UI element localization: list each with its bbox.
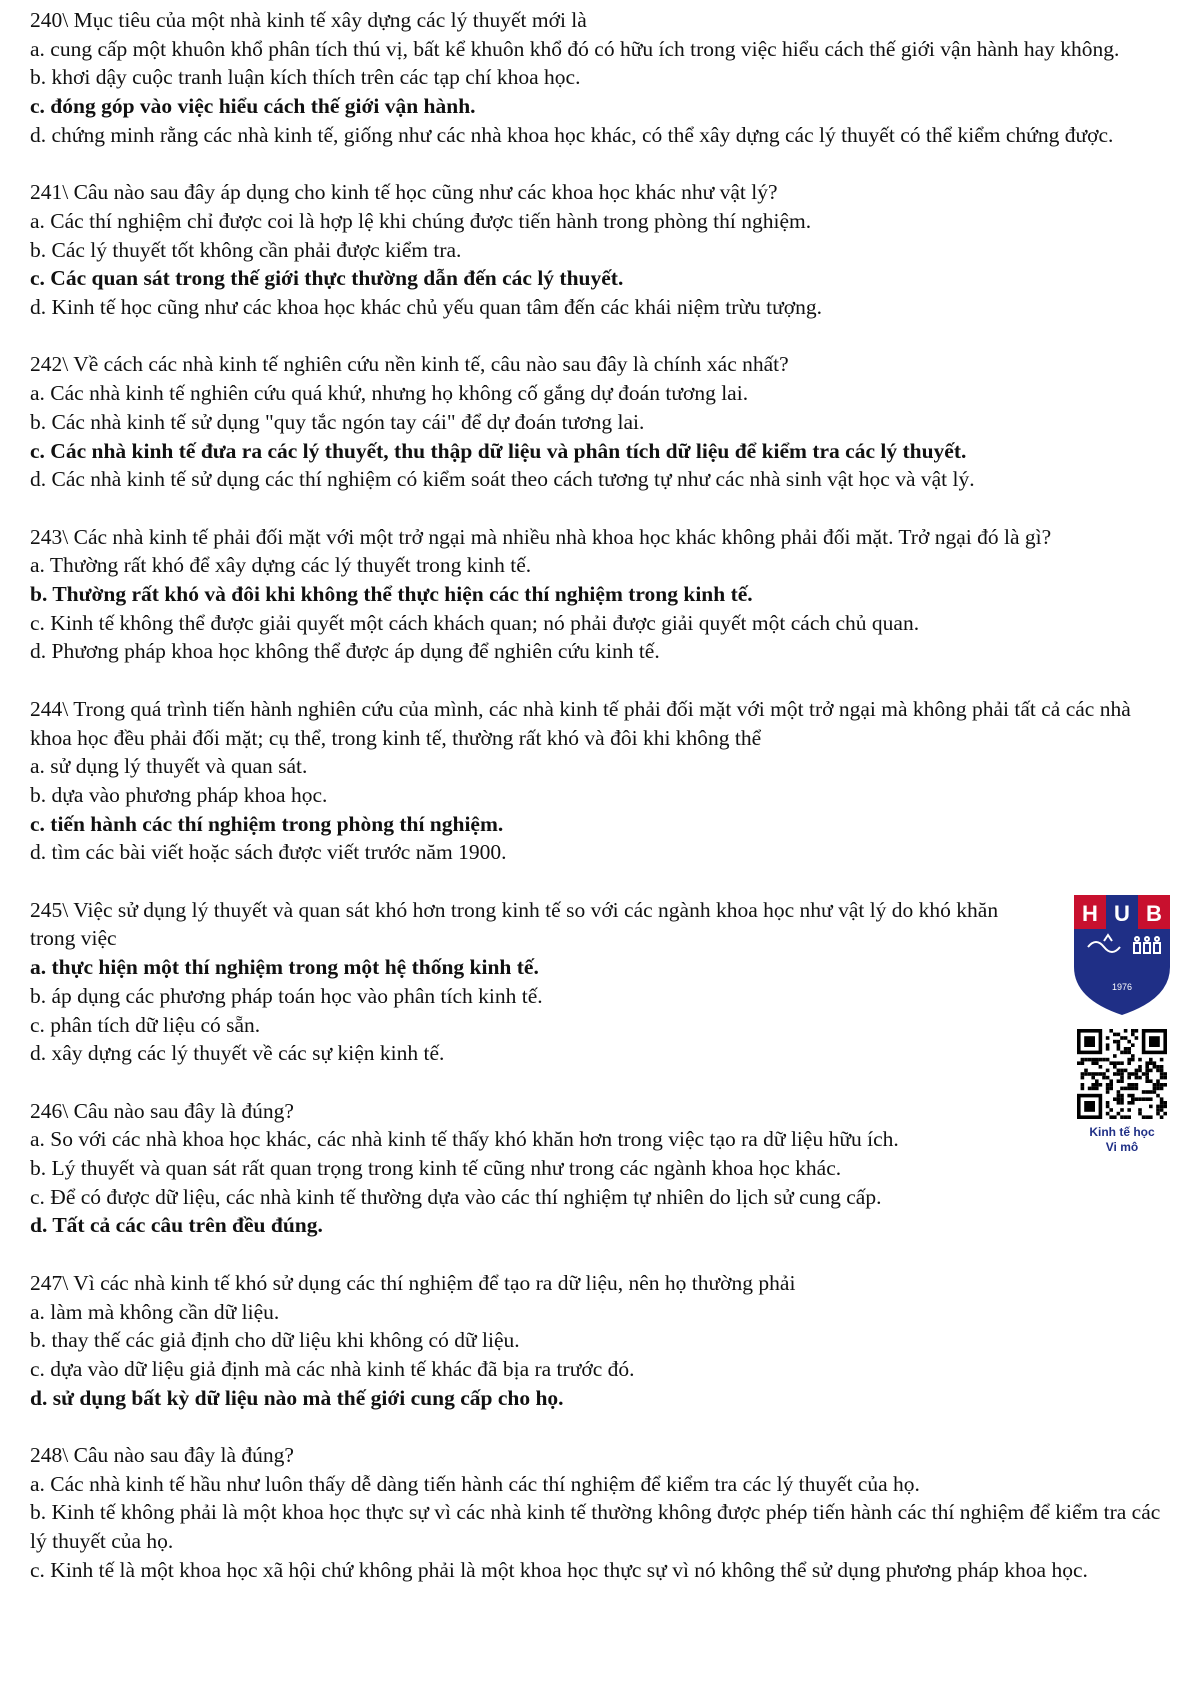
- question-block: [30, 350, 1170, 494]
- question-block: [30, 1441, 1170, 1585]
- answer-option: d. Các nhà kinh tế sử dụng các thí nghiệm có kiểm soát theo cách tương tự như các nhà sinh vật học và vật lý.: [30, 467, 975, 492]
- answer-option: d. Phương pháp khoa học không thể được áp dụng để nghiên cứu kinh tế.: [30, 639, 660, 664]
- logo-letter-h: H: [1082, 901, 1098, 926]
- question-block: [30, 1097, 1170, 1241]
- logo-caption-course: Vi mô: [1105, 1140, 1139, 1154]
- question-block: [30, 695, 1170, 867]
- answer-option: b. dựa vào phương pháp khoa học.: [30, 782, 328, 807]
- hub-logo-block: [1066, 895, 1178, 1155]
- answer-option: a. cung cấp một khuôn khổ phân tích thú vị, bất kể khuôn khổ đó có hữu ích trong việc hiểu cách thế giới vận hành hay không.: [30, 36, 1120, 61]
- answer-option-correct: c. tiến hành các thí nghiệm trong phòng thí nghiệm.: [30, 811, 504, 836]
- logo-caption-subject: Kinh tế học: [1089, 1125, 1155, 1139]
- answer-option: c. Kinh tế không thể được giải quyết một cách khách quan; nó phải được giải quyết một cách chủ quan.: [30, 610, 920, 635]
- question-stem: 247\ Vì các nhà kinh tế khó sử dụng các thí nghiệm để tạo ra dữ liệu, nên họ thường phải: [30, 1270, 796, 1295]
- question-stem: 244\ Trong quá trình tiến hành nghiên cứu của mình, các nhà kinh tế phải đối mặt với một trở ngại mà không phải tất cả các nhà khoa học đều phải đối mặt; cụ thể, trong kinh tế, thường rất khó và đôi khi không thể: [30, 696, 1131, 750]
- question-block: [30, 523, 1170, 667]
- answer-option: a. Các thí nghiệm chỉ được coi là hợp lệ khi chúng được tiến hành trong phòng thí nghiệm.: [30, 208, 812, 233]
- answer-option: d. tìm các bài viết hoặc sách được viết trước năm 1900.: [30, 840, 507, 865]
- answer-option: a. làm mà không cần dữ liệu.: [30, 1299, 280, 1324]
- answer-option: a. So với các nhà khoa học khác, các nhà kinh tế thấy khó khăn hơn trong việc tạo ra dữ liệu hữu ích.: [30, 1127, 899, 1152]
- answer-option-correct: c. Các quan sát trong thế giới thực thường dẫn đến các lý thuyết.: [30, 266, 624, 291]
- question-block: [30, 896, 1170, 1068]
- answer-option: d. chứng minh rằng các nhà kinh tế, giống như các nhà khoa học khác, có thể xây dựng các lý thuyết có thể kiểm chứng được.: [30, 122, 1114, 147]
- question-stem: 242\ Về cách các nhà kinh tế nghiên cứu nền kinh tế, câu nào sau đây là chính xác nhất?: [30, 352, 789, 377]
- answer-option: b. khơi dậy cuộc tranh luận kích thích trên các tạp chí khoa học.: [30, 65, 581, 90]
- answer-option: b. áp dụng các phương pháp toán học vào phân tích kinh tế.: [30, 983, 543, 1008]
- answer-option: d. Kinh tế học cũng như các khoa học khác chủ yếu quan tâm đến các khái niệm trừu tượng.: [30, 295, 823, 320]
- answer-option-correct: c. Các nhà kinh tế đưa ra các lý thuyết, thu thập dữ liệu và phân tích dữ liệu để kiểm tra các lý thuyết.: [30, 438, 967, 463]
- answer-option: b. Các lý thuyết tốt không cần phải được kiểm tra.: [30, 237, 462, 262]
- answer-option: d. xây dựng các lý thuyết về các sự kiện kinh tế.: [30, 1041, 445, 1066]
- answer-option-correct: d. Tất cả các câu trên đều đúng.: [30, 1213, 323, 1238]
- logo-letter-u: U: [1114, 901, 1130, 926]
- answer-option: b. thay thế các giả định cho dữ liệu khi không có dữ liệu.: [30, 1328, 520, 1353]
- answer-option: c. phân tích dữ liệu có sẵn.: [30, 1012, 261, 1037]
- question-stem: 241\ Câu nào sau đây áp dụng cho kinh tế học cũng như các khoa học khác như vật lý?: [30, 180, 778, 205]
- answer-option: b. Kinh tế không phải là một khoa học thực sự vì các nhà kinh tế thường không được phép tiến hành các thí nghiệm để kiểm tra các lý thuyết của họ.: [30, 1500, 1161, 1554]
- question-stem: 246\ Câu nào sau đây là đúng?: [30, 1098, 294, 1123]
- answer-option: a. Các nhà kinh tế nghiên cứu quá khứ, nhưng họ không cố gắng dự đoán tương lai.: [30, 381, 749, 406]
- answer-option: c. Để có được dữ liệu, các nhà kinh tế thường dựa vào các thí nghiệm tự nhiên do lịch sử cung cấp.: [30, 1184, 882, 1209]
- answer-option: a. sử dụng lý thuyết và quan sát.: [30, 754, 308, 779]
- answer-option: b. Lý thuyết và quan sát rất quan trọng trong kinh tế cũng như trong các ngành khoa học khác.: [30, 1156, 842, 1181]
- answer-option: a. Thường rất khó để xây dựng các lý thuyết trong kinh tế.: [30, 553, 532, 578]
- qr-code-icon: [1077, 1029, 1167, 1119]
- logo-year: 1976: [1111, 982, 1133, 992]
- answer-option-correct: b. Thường rất khó và đôi khi không thể thực hiện các thí nghiệm trong kinh tế.: [30, 582, 753, 607]
- question-block: [30, 1269, 1170, 1413]
- answer-option-correct: d. sử dụng bất kỳ dữ liệu nào mà thế giới cung cấp cho họ.: [30, 1385, 564, 1410]
- answer-option: c. dựa vào dữ liệu giả định mà các nhà kinh tế khác đã bịa ra trước đó.: [30, 1356, 635, 1381]
- answer-option: b. Các nhà kinh tế sử dụng "quy tắc ngón tay cái" để dự đoán tương lai.: [30, 409, 645, 434]
- answer-option-correct: a. thực hiện một thí nghiệm trong một hệ thống kinh tế.: [30, 955, 539, 980]
- question-list: [30, 6, 1170, 1613]
- answer-option-correct: c. đóng góp vào việc hiểu cách thế giới vận hành.: [30, 94, 476, 119]
- question-stem: 248\ Câu nào sau đây là đúng?: [30, 1443, 294, 1468]
- question-stem: 243\ Các nhà kinh tế phải đối mặt với một trở ngại mà nhiều nhà khoa học khác không phải đối mặt. Trở ngại đó là gì?: [30, 524, 1052, 549]
- question-block: [30, 6, 1170, 150]
- hub-shield-logo: [1074, 895, 1170, 1015]
- question-block: [30, 178, 1170, 322]
- logo-letter-b: B: [1146, 901, 1162, 926]
- answer-option: c. Kinh tế là một khoa học xã hội chứ không phải là một khoa học thực sự vì nó không thể sử dụng phương pháp khoa học.: [30, 1557, 1088, 1582]
- question-stem: 245\ Việc sử dụng lý thuyết và quan sát khó hơn trong kinh tế so với các ngành khoa học như vật lý do khó khăn trong việc: [30, 897, 999, 951]
- question-stem: 240\ Mục tiêu của một nhà kinh tế xây dựng các lý thuyết mới là: [30, 8, 587, 32]
- answer-option: a. Các nhà kinh tế hầu như luôn thấy dễ dàng tiến hành các thí nghiệm để kiểm tra các lý thuyết của họ.: [30, 1471, 920, 1496]
